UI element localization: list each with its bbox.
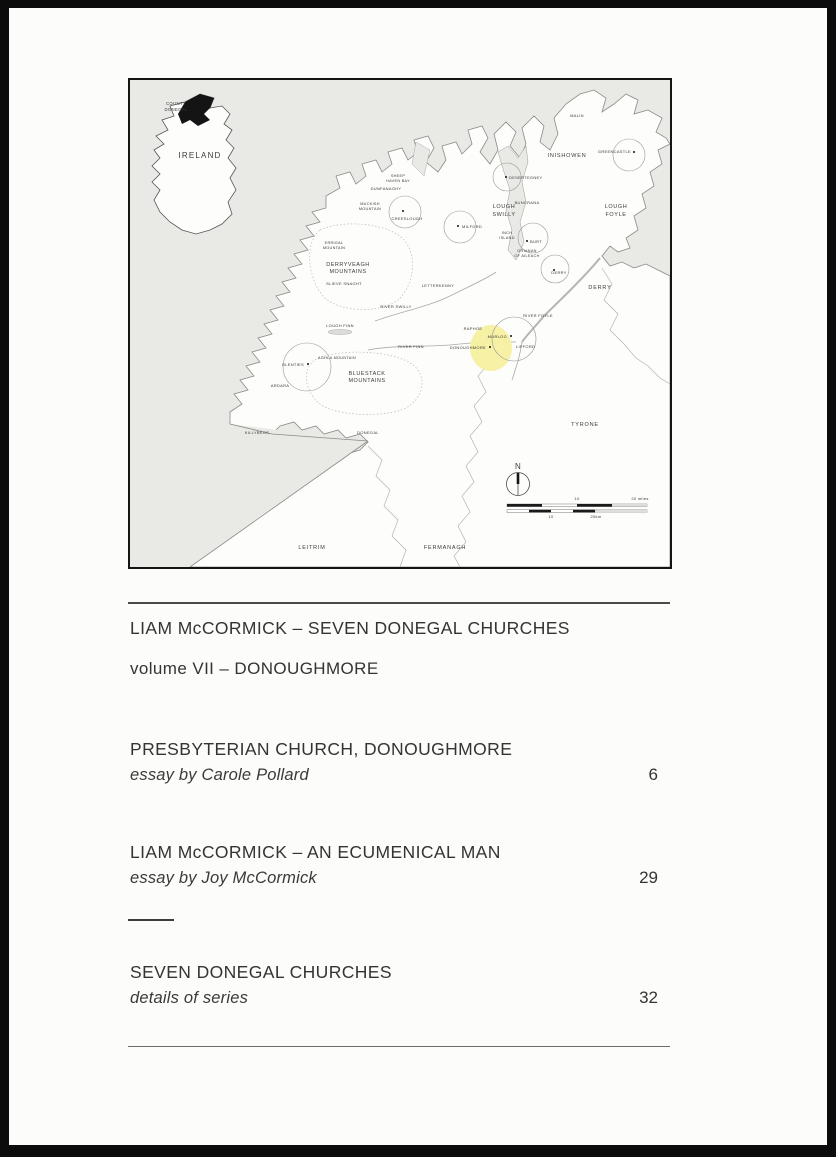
map-dot-creeslough [402,210,404,212]
entry-page-number: 29 [639,868,658,887]
map-label-ireland: IRELAND [178,151,222,160]
map-label-bluestack-2: MOUNTAINS [348,378,386,384]
map-label-derry-town: DERRY [551,270,567,275]
entry-title: PRESBYTERIAN CHURCH, DONOUGHMORE [130,739,513,759]
map-label-raphoe: RAPHOE [463,326,483,331]
map-dot-murlog [510,335,512,337]
map-label-dunfanaghy: DUNFANAGHY [370,186,402,191]
map-dot-greencastle [633,151,635,153]
map-label-inch-island-1: INCH [501,231,513,235]
map-label-milford: MILFORD [462,224,483,229]
map-label-derryveagh-2: MOUNTAINS [329,269,367,275]
map-label-scale-20-km: 20km [590,514,602,519]
toc-entry-ecumenical-man [130,842,670,888]
map-dot-burt [526,240,528,242]
map-dot-desertegney [505,176,507,178]
map-label-muckish-1: MUCKISH [360,202,380,206]
map-label-scale-20-miles: 20 miles [631,496,649,501]
map-label-glenties: GLENTIES [281,362,304,367]
divider-short [128,919,174,921]
series-title: LIAM McCORMICK – SEVEN DONEGAL CHURCHES [130,618,570,638]
map-label-lough-foyle-2: FOYLE [605,212,627,218]
map-label-muckish-2: MOUNTAIN [358,207,382,211]
map-label-derry-county: DERRY [588,285,612,291]
map-label-slieve-snaght: SLIEVE SNAGHT [326,281,362,286]
map-label-burt: BURT [530,239,543,244]
book-page [9,8,827,1145]
volume-line: volume VII – DONOUGHMORE [130,659,379,678]
donegal-map-panel [128,78,672,569]
map-label-lifford: LIFFORD [516,344,536,349]
map-label-scale-10-miles: 10 [574,496,580,501]
map-label-ardara: ARDARA [270,383,290,388]
divider-bottom [128,1046,670,1047]
entry-page-number: 6 [648,765,658,784]
divider-top [128,602,670,604]
map-label-river-swilly: RIVER SWILLY [380,304,412,309]
map-label-lough-finn: LOUGH FINN [326,323,354,328]
map-label-derryveagh-1: DERRYVEAGH [326,262,370,268]
map-label-creeslough: CREESLOUGH [391,216,423,221]
ireland-inset-map [152,94,236,234]
map-label-inishowen: INISHOWEN [547,153,587,159]
map-dot-milford [457,225,459,227]
map-label-bluestack-1: BLUESTACK [348,371,386,377]
map-label-errigal-2: MOUNTAIN [322,246,346,250]
toc-entry-series-details [130,962,670,1008]
map-label-buncrana: BUNCRANA [514,200,540,205]
map-label-grianan-2: OF AILEACH [514,254,540,258]
entry-byline: essay by Carole Pollard [130,766,309,784]
map-label-fermanagh: FERMANAGH [423,545,467,551]
lough-finn-water [328,330,352,335]
map-label-river-foyle: RIVER FOYLE [523,313,553,318]
map-label-tyrone: TYRONE [571,422,599,428]
map-label-killybegs: KILLYBEGS [244,430,270,435]
map-label-donegal-town: DONEGAL [357,430,379,435]
map-label-desertegney: DESERTEGNEY [509,175,543,180]
map-label-aghla-mountain: AGHLA MOUNTAIN [318,356,356,360]
donegal-map [130,80,670,567]
map-label-county: COUNTY [166,101,186,106]
map-label-leitrim: LEITRIM [298,545,326,551]
map-label-inch-island-2: ISLAND [499,236,515,240]
entry-title: SEVEN DONEGAL CHURCHES [130,962,392,982]
map-label-donoughmore: DONOUGHMORE [449,345,486,350]
map-label-lough-swilly-1: LOUGH [492,204,516,210]
map-label-river-finn: RIVER FINN [398,344,424,349]
map-label-lough-swilly-2: SWILLY [492,212,516,218]
map-label-scale-10-km: 10 [548,514,554,519]
entry-byline: essay by Joy McCormick [130,869,317,887]
map-label-malin: MALIN [570,113,584,118]
map-label-donegal-inset: DONEGAL [164,107,188,112]
toc-entry-presbyterian-church [130,739,670,785]
map-dot-donoughmore [489,346,491,348]
entry-page-number: 32 [639,988,658,1007]
map-label-compass-n: N [514,462,522,471]
entry-byline: details of series [130,989,249,1007]
map-label-letterkenny: LETTERKENNY [421,283,455,288]
map-label-errigal-1: ERRIGAL [324,241,344,245]
map-label-sheep-haven-2: HAVEN BAY [386,179,410,183]
map-label-sheep-haven-1: SHEEP [390,174,406,178]
map-label-grianan-1: GRIANAN [517,249,537,253]
map-label-greencastle: GREENCASTLE [597,149,631,154]
map-label-lough-foyle-1: LOUGH [604,204,628,210]
entry-title: LIAM McCORMICK – AN ECUMENICAL MAN [130,842,501,862]
map-dot-glenties [307,363,309,365]
map-label-murlog: MURLOG [487,334,507,339]
